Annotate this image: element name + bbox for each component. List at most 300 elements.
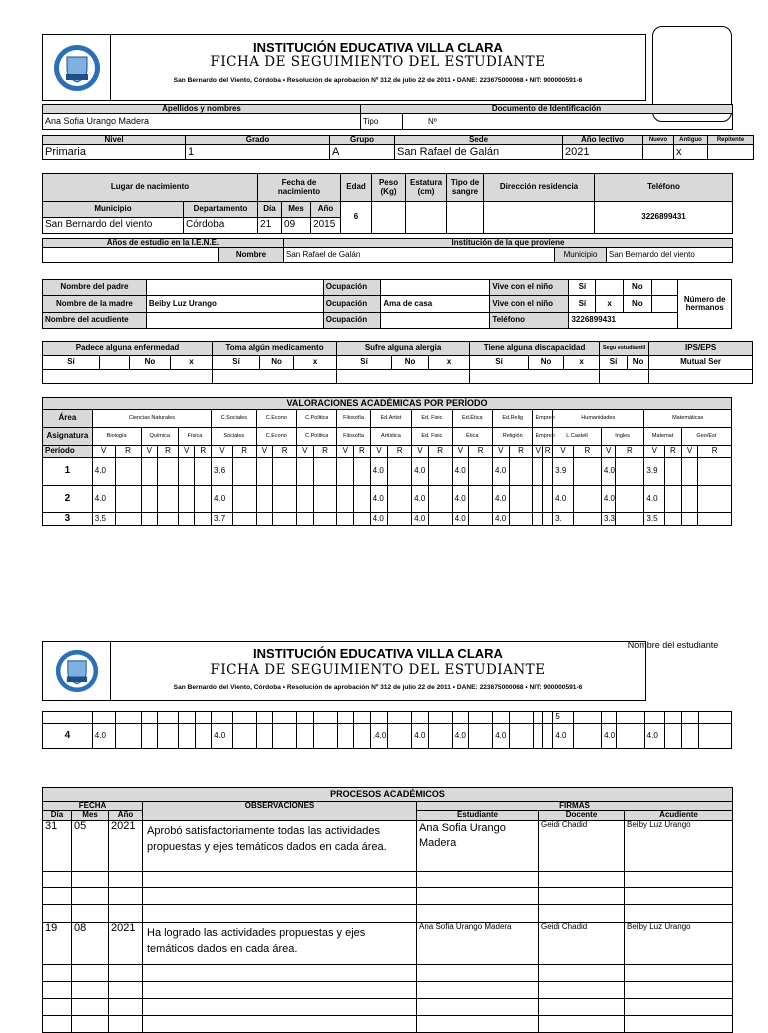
seg-si: Sí xyxy=(600,356,628,370)
depto-value: Córdoba xyxy=(184,218,258,234)
v-header: V xyxy=(370,446,388,458)
grade-recovery xyxy=(388,458,412,486)
obs-label: OBSERVACIONES xyxy=(143,802,417,821)
grade-recovery xyxy=(509,458,533,486)
grade-value: 4.0 xyxy=(370,458,388,486)
grade-recovery xyxy=(428,724,452,749)
grade-recovery xyxy=(388,513,412,526)
grade-value: 4.0 xyxy=(212,724,233,749)
enf-x: x xyxy=(171,356,213,370)
grade-recovery xyxy=(509,513,533,526)
grade-recovery xyxy=(195,513,212,526)
entry-anio: 2021 xyxy=(109,922,143,964)
grade-recovery xyxy=(698,724,731,749)
grade-recovery xyxy=(115,513,141,526)
acu-tel: 3226899431 xyxy=(569,313,678,329)
p-est-label: Estudiante xyxy=(417,811,539,820)
nombre-estudiante-label: Nombre del estudiante xyxy=(627,640,719,650)
grade-recovery xyxy=(195,458,212,486)
grade-recovery xyxy=(158,513,179,526)
grade-cell xyxy=(665,712,682,724)
grade-value: 3.7 xyxy=(212,513,233,526)
grade-recovery xyxy=(509,486,533,513)
grade-value: 4.0 xyxy=(452,513,469,526)
subtitle-2: San Bernardo del Viento, Córdoba • Resolución de aprobación Nº 312 de julio 22 de 2011 • DANE: 223675000068 • NIT: 900000591-6 xyxy=(173,684,583,691)
subject-name: Física xyxy=(178,428,211,446)
entry-obs: Ha logrado las actividades propuestas y ejes temáticos dados en cada área. xyxy=(143,922,417,964)
grade-value: 4.0 xyxy=(602,724,617,749)
grade-cell xyxy=(195,712,212,724)
r-header: R xyxy=(665,446,682,458)
grade-cell xyxy=(644,712,665,724)
grade-recovery xyxy=(115,458,141,486)
entry-mes: 05 xyxy=(72,820,109,871)
processes-table xyxy=(42,787,733,1033)
grade-recovery xyxy=(574,724,602,749)
grade-value: 3.3 xyxy=(601,513,616,526)
grade-cell xyxy=(542,712,552,724)
area-name: Ciencias Naturales xyxy=(92,410,211,428)
dia-value: 21 xyxy=(258,218,282,234)
grade-recovery xyxy=(469,458,493,486)
r-header: R xyxy=(195,446,212,458)
area-name: C.Econo xyxy=(256,410,296,428)
grade-recovery xyxy=(698,513,732,526)
area-name: Empren xyxy=(533,410,553,428)
grade-recovery xyxy=(115,486,141,513)
grade-recovery xyxy=(665,458,682,486)
disc-label: Tiene alguna discapacidad xyxy=(470,342,600,356)
grade-recovery xyxy=(428,458,452,486)
grade-cell xyxy=(602,712,617,724)
hermanos-label: Número de hermanos xyxy=(678,280,732,329)
grade-value xyxy=(141,486,158,513)
med-si: Sí xyxy=(213,356,260,370)
anio-label: Año xyxy=(311,202,341,218)
acudiente-label: Nombre del acudiente xyxy=(43,313,147,329)
grade-recovery xyxy=(158,724,179,749)
header-1 xyxy=(42,34,646,101)
nuevo-label: Nuevo xyxy=(643,136,674,145)
madre-ocup: Ama de casa xyxy=(381,296,490,313)
grades-title: VALORACIONES ACADÉMICAS POR PERÍODO xyxy=(43,398,732,410)
shield-icon xyxy=(54,648,100,694)
grade-value xyxy=(256,458,273,486)
grade-recovery xyxy=(313,513,337,526)
grade-value xyxy=(681,513,698,526)
r-header: R xyxy=(388,446,412,458)
entry-acu: Beiby Luz Urango xyxy=(625,922,733,964)
health-table xyxy=(42,341,753,384)
grade-recovery xyxy=(573,513,601,526)
grade-value: 4.0 xyxy=(601,486,616,513)
grade-cell xyxy=(370,712,388,724)
p-acu-label: Acudiente xyxy=(625,811,733,820)
grade-value xyxy=(297,513,314,526)
grado-label: Grado xyxy=(186,136,330,145)
ale-x: x xyxy=(429,356,470,370)
grade-recovery xyxy=(665,513,682,526)
segu-label: Segu estudiantil xyxy=(600,342,649,356)
r-header: R xyxy=(573,446,601,458)
grade-value xyxy=(178,513,195,526)
grade-cell xyxy=(493,712,510,724)
grade-value xyxy=(256,724,273,749)
grade-cell xyxy=(92,712,115,724)
level-table xyxy=(42,135,754,160)
grade-value: 4.0 xyxy=(553,486,574,513)
grade-recovery xyxy=(509,724,533,749)
birth-table xyxy=(42,173,733,234)
grade-cell xyxy=(337,712,354,724)
area-name: Humanidades xyxy=(553,410,644,428)
grade-cell xyxy=(574,712,602,724)
prev-nombre: San Rafael de Galán xyxy=(284,248,555,263)
sede-label: Sede xyxy=(395,136,563,145)
grade-cell xyxy=(452,712,469,724)
institution-name: INSTITUCIÓN EDUCATIVA VILLA CLARA xyxy=(253,40,503,55)
years-label: Años de estudio en la I.E.N.E. xyxy=(43,239,284,248)
enf-label: Padece alguna enfermedad xyxy=(43,342,213,356)
period-4-label: 4 xyxy=(43,724,93,749)
grade-cell xyxy=(681,712,698,724)
grade-recovery xyxy=(115,724,141,749)
grade-value: 4.0 xyxy=(601,458,616,486)
v-header: V xyxy=(141,446,158,458)
grade-recovery xyxy=(158,486,179,513)
prev-municipio: San Bernardo del viento xyxy=(607,248,733,263)
grade-recovery xyxy=(428,513,452,526)
grade-recovery xyxy=(388,724,412,749)
grade-recovery xyxy=(232,724,256,749)
area-name: Ed.Artist xyxy=(370,410,411,428)
telefono-value: 3226899431 xyxy=(595,202,733,234)
family-table xyxy=(42,279,732,329)
v-header: V xyxy=(533,446,542,458)
institution-name-2: INSTITUCIÓN EDUCATIVA VILLA CLARA xyxy=(253,646,503,661)
fecha-label: FECHA xyxy=(43,802,143,811)
grade-cell xyxy=(178,712,195,724)
grade-cell xyxy=(313,712,337,724)
padre-ocup-label: Ocupación xyxy=(323,280,381,296)
grade-cell xyxy=(158,712,179,724)
grade-cell xyxy=(273,712,297,724)
r-header: R xyxy=(428,446,452,458)
grade-recovery xyxy=(388,486,412,513)
grade-value xyxy=(141,458,158,486)
r-header: R xyxy=(698,446,732,458)
student-name: Ana Sofia Urango Madera xyxy=(43,114,361,130)
subject-name: Ingles xyxy=(601,428,644,446)
grade-value: 3.9 xyxy=(644,458,665,486)
grade-value: 3.5 xyxy=(644,513,665,526)
v-header: V xyxy=(493,446,510,458)
v-header: V xyxy=(212,446,233,458)
grade-value: 4.0 xyxy=(493,724,510,749)
entry-mes: 08 xyxy=(72,922,109,964)
grade-value xyxy=(141,724,158,749)
entry-dia: 19 xyxy=(43,922,72,964)
madre-ocup-label: Ocupación xyxy=(323,296,381,313)
grade-value xyxy=(533,513,542,526)
r-header: R xyxy=(313,446,337,458)
madre-name: Beiby Luz Urango xyxy=(146,296,323,313)
grade-cell xyxy=(469,712,493,724)
grades-table xyxy=(42,397,732,526)
grade-value: 4.0 xyxy=(412,724,429,749)
peso-label: Peso (Kg) xyxy=(372,174,406,202)
antiguo-mark: x xyxy=(674,145,708,160)
grade-value xyxy=(533,486,542,513)
grade-value xyxy=(141,513,158,526)
madre-label: Nombre de la madre xyxy=(43,296,147,313)
doc-label: Documento de Identificación xyxy=(361,105,733,114)
grade-cell xyxy=(115,712,141,724)
grade-cell xyxy=(354,712,371,724)
med-label: Toma algún medicamento xyxy=(213,342,337,356)
entry-est: Ana Sofia Urango Madera xyxy=(417,922,539,964)
v-header: V xyxy=(681,446,698,458)
grade-cell xyxy=(698,712,731,724)
v-header: V xyxy=(412,446,429,458)
grade-recovery xyxy=(469,486,493,513)
grade-value: 4.0 xyxy=(452,486,469,513)
madre-no: No xyxy=(623,296,651,313)
grade-value: 4.0 xyxy=(452,458,469,486)
madre-si: Sí xyxy=(569,296,596,313)
grade-value xyxy=(337,724,354,749)
v-header: V xyxy=(337,446,354,458)
grade-value xyxy=(337,486,354,513)
header-2 xyxy=(42,641,646,701)
entry-est: Ana Sofia Urango Madera xyxy=(417,820,539,871)
grade-value: 4.0 xyxy=(370,513,388,526)
shield-icon xyxy=(52,43,102,93)
grade-recovery xyxy=(616,458,644,486)
telefono-label: Teléfono xyxy=(595,174,733,202)
grade-recovery xyxy=(469,724,493,749)
grade-recovery xyxy=(469,513,493,526)
grade-value: 4.0 xyxy=(412,458,429,486)
p-dia-label: Día xyxy=(43,811,72,820)
med-x: x xyxy=(294,356,337,370)
entry-acu: Beiby Luz Urango xyxy=(625,820,733,871)
grade-recovery xyxy=(273,513,297,526)
padre-si: Sí xyxy=(569,280,596,296)
grade-recovery xyxy=(354,724,371,749)
grade-cell xyxy=(412,712,429,724)
periodo-label: Período xyxy=(43,446,93,458)
area-name: Ed.Ética xyxy=(452,410,492,428)
r-header: R xyxy=(616,446,644,458)
r-header: R xyxy=(158,446,179,458)
antiguo-label: Antiguo xyxy=(674,136,708,145)
alergia-label: Sufre alguna alergia xyxy=(337,342,470,356)
entry-dia: 31 xyxy=(43,820,72,871)
ips-value: Mutual Ser xyxy=(649,356,753,370)
subject-name: C.Politica xyxy=(297,428,337,446)
subject-name: Artística xyxy=(370,428,411,446)
entry-doc: Geidi Chadid xyxy=(539,922,625,964)
grade-recovery xyxy=(273,724,297,749)
dis-si: Sí xyxy=(470,356,529,370)
v-header: V xyxy=(601,446,616,458)
grade-value: 4.0 xyxy=(92,486,115,513)
subject-name: Empren xyxy=(533,428,553,446)
mes-label: Mes xyxy=(282,202,311,218)
grade-recovery xyxy=(665,724,682,749)
period-3-label: 3 xyxy=(43,513,93,526)
grade-recovery xyxy=(616,486,644,513)
area-name: Ed. Fisic xyxy=(412,410,452,428)
period-1-label: 1 xyxy=(43,458,93,486)
edad-value: 6 xyxy=(341,202,372,234)
grade-recovery xyxy=(698,458,732,486)
r-header: R xyxy=(469,446,493,458)
grade-value xyxy=(337,513,354,526)
grade-value xyxy=(178,486,195,513)
direccion-label: Dirección residencia xyxy=(484,174,595,202)
repitente-label: Repitente xyxy=(708,136,754,145)
grupo-label: Grupo xyxy=(330,136,395,145)
area-name: C.Politica xyxy=(297,410,337,428)
grado-value: 1 xyxy=(186,145,330,160)
grades-table-p2 xyxy=(42,711,732,749)
grade-value: 4.0 xyxy=(370,486,388,513)
prev-nombre-label: Nombre xyxy=(219,248,284,263)
subject-name: C.Econo xyxy=(256,428,296,446)
grade-value: 4.0 xyxy=(412,513,429,526)
processes-title: PROCESOS ACADÉMICOS xyxy=(43,788,733,802)
grade-value xyxy=(297,724,314,749)
r-header: R xyxy=(354,446,371,458)
grade-recovery xyxy=(542,486,552,513)
grade-value xyxy=(681,486,698,513)
grade-cell xyxy=(616,712,644,724)
r-header: R xyxy=(509,446,533,458)
subtitle: San Bernardo del Viento, Córdoba • Resolución de aprobación Nº 312 de julio 22 de 2011 • DANE: 223675000068 • NIT: 900000591-6 xyxy=(173,77,583,84)
acu-ocup-label: Ocupación xyxy=(323,313,381,329)
grade-value xyxy=(337,458,354,486)
entry-anio: 2021 xyxy=(109,820,143,871)
grade-recovery xyxy=(573,486,601,513)
ale-si: Sí xyxy=(337,356,392,370)
grade-value: .4.0 xyxy=(370,724,388,749)
subject-name: Religión xyxy=(493,428,533,446)
v-header: V xyxy=(553,446,574,458)
v-header: V xyxy=(178,446,195,458)
area-name: C.Sociales xyxy=(212,410,257,428)
grade-value: 4.0 xyxy=(553,724,574,749)
grade-value: 3. xyxy=(553,513,574,526)
anio-lectivo-label: Año lectivo xyxy=(563,136,643,145)
grade-cell xyxy=(388,712,412,724)
grade-value xyxy=(178,724,195,749)
grade-value xyxy=(256,513,273,526)
grade-value: 4.0 xyxy=(493,513,510,526)
grade-recovery xyxy=(313,458,337,486)
grade-recovery xyxy=(313,486,337,513)
area-name: Matemáticas xyxy=(644,410,732,428)
grade-value xyxy=(533,458,542,486)
school-table xyxy=(42,238,733,263)
enf-no: No xyxy=(130,356,171,370)
grade-cell xyxy=(509,712,533,724)
grade-recovery xyxy=(428,486,452,513)
grade-recovery xyxy=(542,458,552,486)
padre-label: Nombre del padre xyxy=(43,280,147,296)
grade-cell xyxy=(232,712,256,724)
grade-recovery xyxy=(616,724,644,749)
grade-recovery xyxy=(542,724,552,749)
school-logo-2 xyxy=(43,642,111,700)
grade-cell xyxy=(297,712,314,724)
med-no: No xyxy=(260,356,294,370)
grade-recovery xyxy=(665,486,682,513)
grade-value: 4.0 xyxy=(452,724,469,749)
grade-recovery xyxy=(313,724,337,749)
grade-value xyxy=(681,458,698,486)
names-label: Apellidos y nombres xyxy=(43,105,361,114)
area-name: Ed.Relig xyxy=(493,410,533,428)
lugar-label: Lugar de nacimiento xyxy=(43,174,258,202)
ident-table xyxy=(42,104,733,130)
seg-no: No xyxy=(628,356,649,370)
grade-value: 4.0 xyxy=(212,486,233,513)
subject-name: Biología xyxy=(92,428,141,446)
subject-name: Geo/Est xyxy=(681,428,731,446)
subject-name: Ética xyxy=(452,428,492,446)
subject-name: Sociales xyxy=(212,428,257,446)
grade-recovery xyxy=(542,513,552,526)
dis-no: No xyxy=(529,356,564,370)
grade-value: 4.0 xyxy=(493,486,510,513)
grade-value: 4.0 xyxy=(412,486,429,513)
grade-value: 3.9 xyxy=(553,458,574,486)
subject-name: L.Castell xyxy=(553,428,602,446)
fecha-nac-label: Fecha de nacimiento xyxy=(258,174,341,202)
grade-recovery xyxy=(158,458,179,486)
grade-cell xyxy=(256,712,273,724)
grade-cell xyxy=(212,712,233,724)
nivel-value: Primaria xyxy=(43,145,186,160)
area-label: Área xyxy=(43,410,93,428)
grade-recovery xyxy=(573,458,601,486)
dia-label: Día xyxy=(258,202,282,218)
madre-vive-mark: x xyxy=(596,296,624,313)
grade-value: 4.0 xyxy=(644,486,665,513)
acu-tel-label: Teléfono xyxy=(490,313,569,329)
form-title: FICHA DE SEGUIMIENTO DEL ESTUDIANTE xyxy=(210,54,546,70)
grade-cell xyxy=(141,712,158,724)
prev-municipio-label: Municipio xyxy=(555,248,607,263)
grade-value: 4.0 xyxy=(92,724,115,749)
grade-value xyxy=(297,486,314,513)
grade-cell xyxy=(533,712,542,724)
municipio-value: San Bernardo del viento xyxy=(43,218,184,234)
grade-value xyxy=(681,724,698,749)
nivel-label: Nivel xyxy=(43,136,186,145)
grade-recovery xyxy=(232,458,256,486)
v-header: V xyxy=(297,446,314,458)
asignatura-label: Asignatura xyxy=(43,428,93,446)
dis-x: x xyxy=(564,356,600,370)
entry-doc: Geidi Chadid xyxy=(539,820,625,871)
tipo-label: Tipo xyxy=(361,114,403,130)
depto-label: Departamento xyxy=(184,202,258,218)
grade-value: 4.0 xyxy=(644,724,665,749)
school-logo xyxy=(43,35,111,100)
